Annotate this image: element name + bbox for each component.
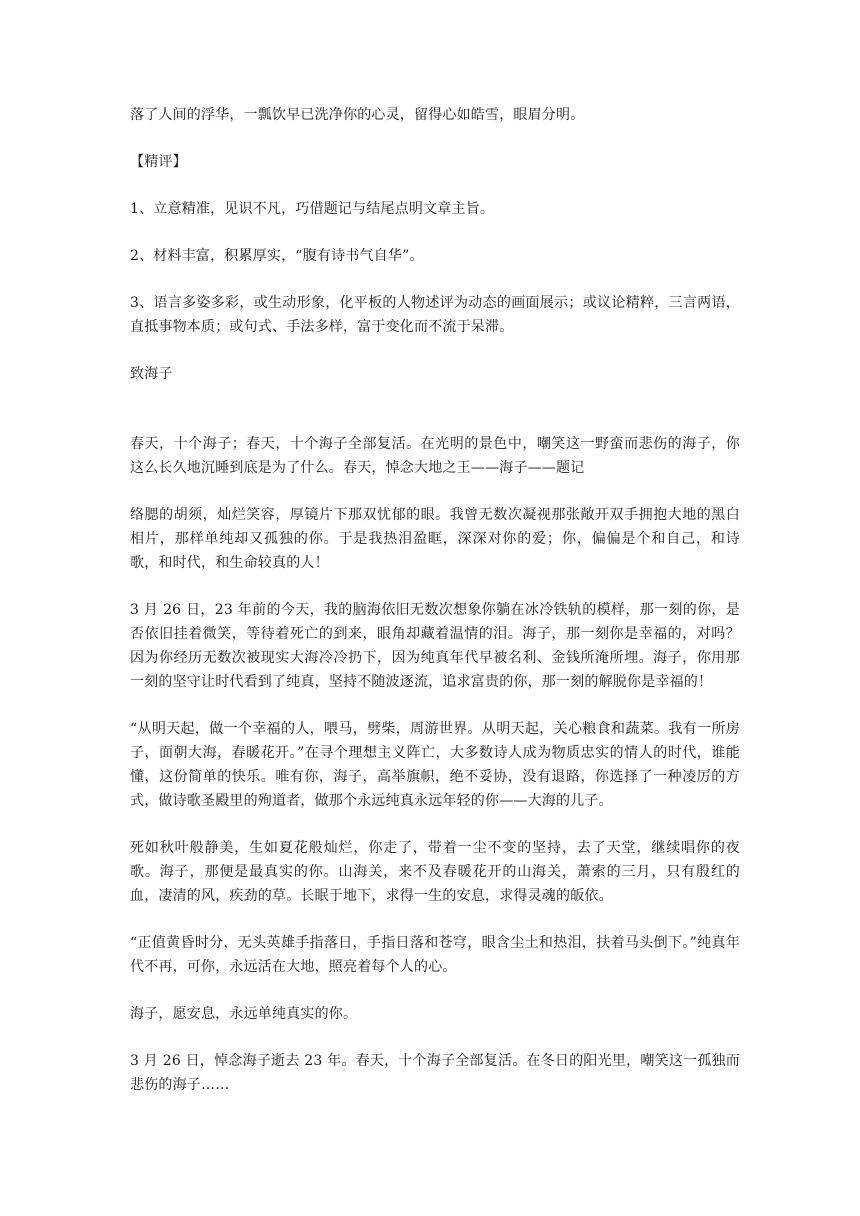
document-page — [130, 103, 740, 1120]
body-paragraph: 海子，愿安息，永远单纯真实的你。 — [130, 1006, 358, 1022]
essay-title: 致海子 — [130, 366, 173, 382]
body-paragraph: “从明天起，做一个幸福的人，喂马，劈柴，周游世界。从明天起，关心粮食和蔬菜。我有一所房子，面朝大海，春暖花开。”在寻个理想主义阵亡，大多数诗人成为物质忠实的情人的时代，谁能懂，这份简单的快乐。唯有你，海子，高举旗帜，绝不妥协，没有退路，你选择了一种凌厉的方式，做诗歌圣殿里的殉道者，做那个永远纯真永远年轻的你——大海的儿子。 — [130, 721, 740, 809]
body-paragraph: 死如秋叶般静美，生如夏花般灿烂，你走了，带着一尘不变的坚持，去了天堂，继续唱你的夜歌。海子，那便是最真实的你。山海关，来不及春暖花开的山海关，萧索的三月，只有殷红的血，凄清的风，疾劲的草。长眠于地下，求得一生的安息，求得灵魂的皈依。 — [130, 840, 740, 904]
epigraph-paragraph: 春天，十个海子；春天，十个海子全部复活。在光明的景色中，嘲笑这一野蛮而悲伤的海子，你这么长久地沉睡到底是为了什么。春天，悼念大地之王——海子——题记 — [130, 436, 740, 476]
review-point-3: 3、语言多姿多彩，或生动形象，化平板的人物述评为动态的画面展示；或议论精粹，三言两语，直抵事物本质；或句式、手法多样，富于变化而不流于呆滞。 — [130, 295, 740, 335]
review-heading: 【精评】 — [130, 154, 187, 170]
intro-paragraph: 落了人间的浮华，一瓢饮早已洗净你的心灵，留得心如皓雪，眼眉分明。 — [130, 107, 585, 123]
review-point-2: 2、材料丰富，积累厚实，“腹有诗书气自华”。 — [130, 248, 424, 264]
body-paragraph: “正值黄昏时分，无头英雄手指落日，手指日落和苍穹，眼含尘土和热泪，扶着马头倒下。”纯真年代不再，可你，永远活在大地，照亮着每个人的心。 — [130, 935, 740, 975]
review-point-1: 1、立意精准，见识不凡，巧借题记与结尾点明文章主旨。 — [130, 201, 495, 217]
body-paragraph: 3 月 26 日，23 年前的今天，我的脑海依旧无数次想象你躺在冰冷铁轨的模样，那一刻的你，是否依旧挂着微笑，等待着死亡的到来，眼角却藏着温情的泪。海子，那一刻你是幸福的，对吗？因为你经历无数次被现实大海冷冷扔下，因为纯真年代早被名利、金钱所淹所埋。海子，你用那一刻的坚守让时代看到了纯真，坚持不随波逐流，追求富贵的你，那一刻的解脱你是幸福的！ — [130, 602, 740, 690]
closing-paragraph: 3 月 26 日，悼念海子逝去 23 年。春天，十个海子全部复活。在冬日的阳光里，嘲笑这一孤独而悲伤的海子…… — [130, 1053, 740, 1093]
body-paragraph: 络腮的胡须，灿烂笑容，厚镜片下那双忧郁的眼。我曾无数次凝视那张敞开双手拥抱大地的黑白相片，那样单纯却又孤独的你。于是我热泪盈眶，深深对你的爱；你，偏偏是个和自己，和诗歌，和时代，和生命较真的人！ — [130, 507, 740, 571]
